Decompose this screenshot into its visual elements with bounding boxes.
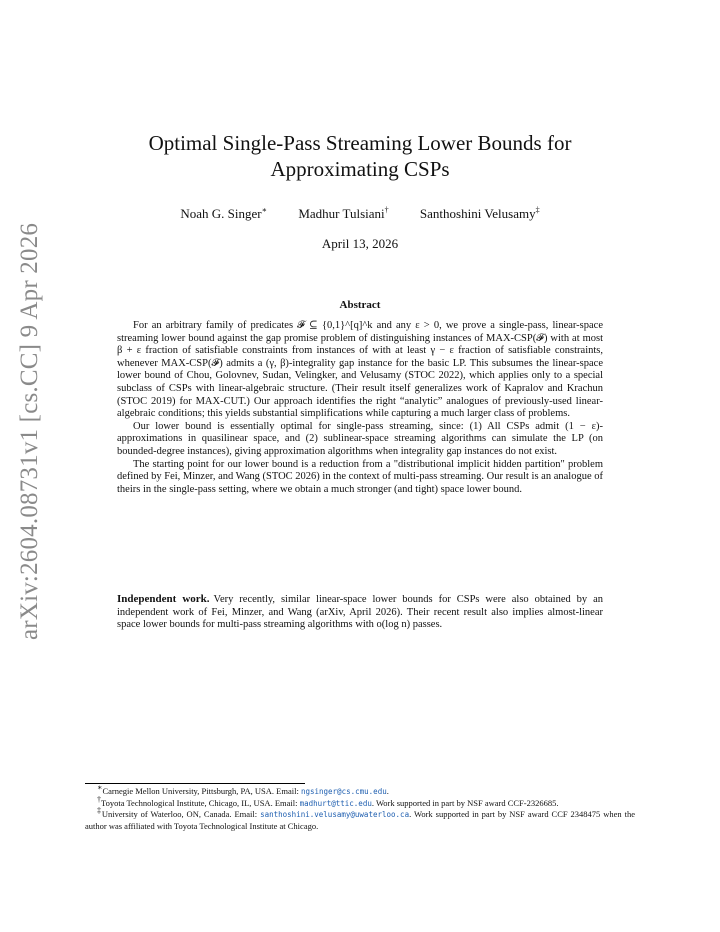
footnotes bbox=[85, 783, 635, 832]
abstract-paragraph: Our lower bound is essentially optimal for single-pass streaming, since: (1) All CSPs admit (1 − ε)-approximations in quasilinear space, and (2) sublinear-space streaming algorithms can simulate the LP (on bounded-degree instances), giving approximation algorithms when integrality gap instances do not exist. bbox=[117, 420, 603, 457]
paper-date: April 13, 2026 bbox=[321, 236, 399, 251]
author bbox=[298, 206, 388, 221]
email-link[interactable]: santhoshini.velusamy@uwaterloo.ca bbox=[260, 810, 410, 819]
paper-title: Optimal Single-Pass Streaming Lower Bounds for Approximating CSPs bbox=[148, 131, 572, 181]
footnote-mark: ∗ bbox=[261, 205, 268, 215]
footnote-mark: † bbox=[384, 205, 389, 215]
footnote-text: . Work supported in part by NSF award CCF 2348475 when the author was affiliated with Toyota Technological Institute at Chicago. bbox=[85, 809, 635, 831]
footnote-mark: ‡ bbox=[535, 205, 540, 215]
footnote-text: Carnegie Mellon University, Pittsburgh, PA, USA. Email: bbox=[102, 786, 301, 796]
footnote-mark: † bbox=[97, 794, 101, 804]
footnote-text: . bbox=[386, 786, 389, 796]
footnote bbox=[85, 794, 635, 810]
footnote bbox=[85, 783, 635, 798]
abstract-paragraph: The starting point for our lower bound is a reduction from a "distributional implicit hidden partition" problem defined by Fei, Minzer, and Wang (STOC 2026) in the context of multi-pass streaming. Our result is an analogue of theirs in the single-pass setting, where we obtain a much stronger (and tight) space lower bound. bbox=[117, 458, 603, 495]
independent-work-text: Very recently, similar linear-space lower bounds for CSPs were also obtained by an independent work of Fei, Minzer, and Wang (arXiv, April 2026). Their recent result also implies almost-linear space lower bounds for multi-pass streaming algorithms with o(log n) passes. bbox=[117, 594, 603, 631]
abstract-body bbox=[117, 320, 603, 496]
abstract-heading: Abstract bbox=[339, 299, 381, 311]
footnote-text: . Work supported in part by NSF award CCF-2326685. bbox=[371, 797, 559, 808]
author bbox=[420, 206, 540, 221]
abstract-paragraph: For an arbitrary family of predicates 𝓕 ⊆ {0,1}^[q]^k and any ε > 0, we prove a single-pass, linear-space streaming lower bound against the gap promise problem of distinguishing instances of MAX-CSP(𝓕) with at most β + ε fraction of satisfiable constraints from instances of with at least γ − ε fraction of satisfiable constraints, whenever MAX-CSP(𝓕) admits a (γ, β)-integrality gap instance for the basic LP. This subsumes the linear-space lower bound of Chou, Golovnev, Sudan, Velingker, and Velusamy (STOC 2022), which applies only to a special subclass of CSPs with linear-algebraic structure. (Their result itself generalizes work of Kapralov and Krachun (STOC 2019) for MAX-CUT.) Our approach identifies the right “analytic” analogues of previously-used linear-algebraic conditions; this yields substantial simplifications while capturing a much larger class of problems. bbox=[117, 320, 603, 420]
footnote-mark: ∗ bbox=[97, 783, 103, 793]
author bbox=[180, 206, 267, 221]
footnote-text: Toyota Technological Institute, Chicago, IL, USA. Email: bbox=[101, 797, 300, 808]
author-name: Noah G. Singer bbox=[180, 206, 262, 221]
author-name: Santhoshini Velusamy bbox=[419, 206, 536, 221]
footnote-rule bbox=[85, 783, 305, 784]
independent-work-heading: Independent work. bbox=[117, 593, 210, 605]
independent-work bbox=[117, 593, 603, 632]
author-list bbox=[110, 206, 610, 222]
arxiv-stamp: arXiv:2604.08731v1 [cs.CC] 9 Apr 2026 bbox=[16, 222, 43, 640]
footnote-mark: ‡ bbox=[97, 806, 102, 816]
email-link[interactable]: ngsinger@cs.cmu.edu bbox=[300, 787, 387, 796]
footnote-text: University of Waterloo, ON, Canada. Email: bbox=[101, 809, 261, 819]
author-name: Madhur Tulsiani bbox=[298, 206, 385, 221]
email-link[interactable]: madhurt@ttic.edu bbox=[299, 798, 372, 808]
footnote bbox=[85, 806, 635, 832]
